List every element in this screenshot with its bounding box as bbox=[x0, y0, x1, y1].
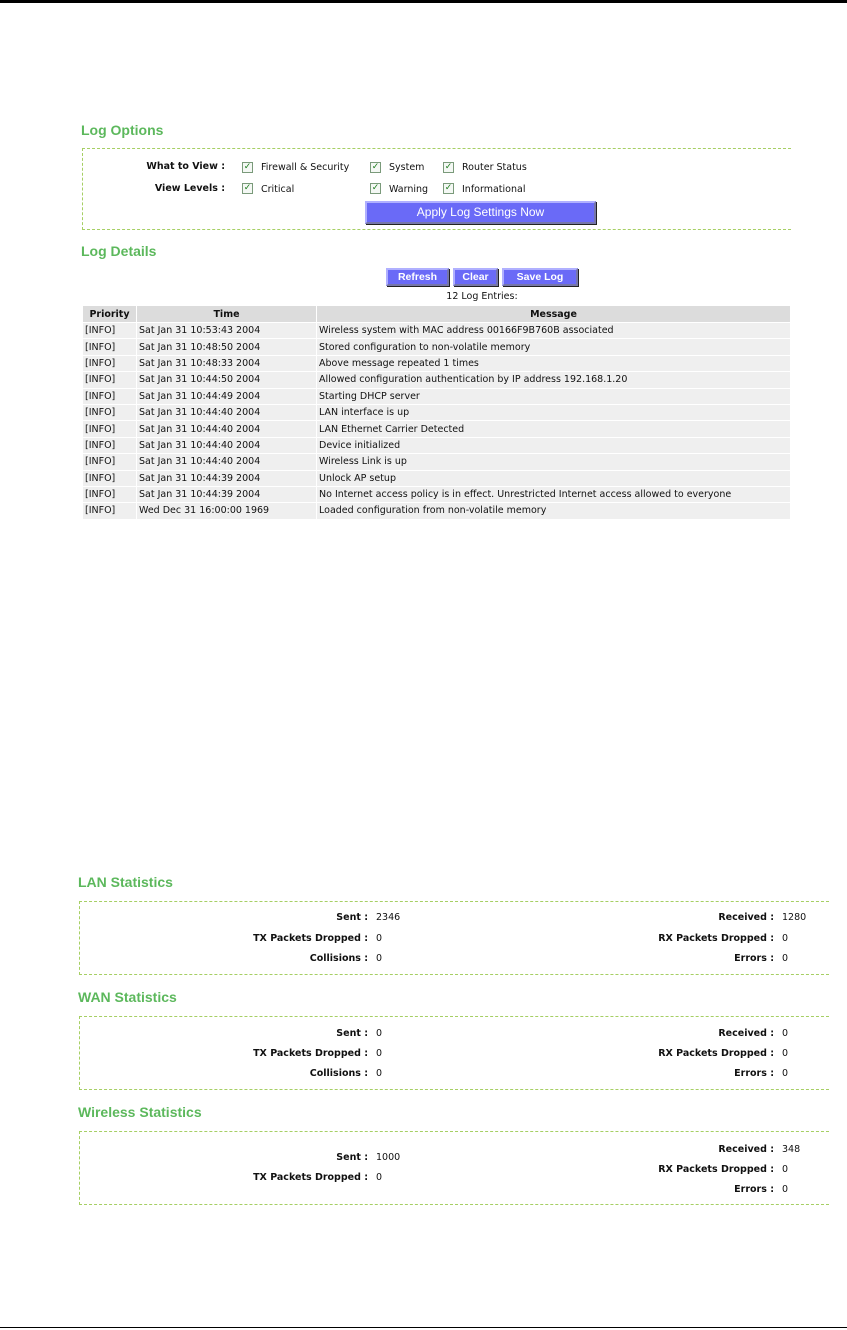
log-message: Above message repeated 1 times bbox=[317, 356, 790, 371]
checkbox-informational-label: Informational bbox=[462, 184, 526, 195]
log-message: Wireless system with MAC address 00166F9B760B associated bbox=[317, 323, 790, 338]
wan-sent-value: 0 bbox=[376, 1028, 383, 1039]
log-time: Sat Jan 31 10:44:40 2004 bbox=[137, 438, 316, 453]
what-to-view-label: What to View : bbox=[146, 161, 225, 172]
wireless-rx-dropped-value: 0 bbox=[782, 1164, 789, 1175]
lan-errors-value: 0 bbox=[782, 953, 789, 964]
wan-statistics-title: WAN Statistics bbox=[78, 989, 177, 1005]
log-time: Sat Jan 31 10:44:50 2004 bbox=[137, 372, 316, 387]
log-time: Sat Jan 31 10:53:43 2004 bbox=[137, 323, 316, 338]
log-time: Sat Jan 31 10:44:49 2004 bbox=[137, 389, 316, 404]
lan-received-value: 1280 bbox=[782, 912, 807, 923]
lan-statistics-title: LAN Statistics bbox=[78, 874, 173, 890]
column-priority: Priority bbox=[83, 306, 136, 322]
log-row bbox=[83, 389, 790, 404]
log-priority: [INFO] bbox=[83, 389, 136, 404]
lan-errors-label: Errors : bbox=[734, 953, 774, 964]
wireless-rx-dropped-label: RX Packets Dropped : bbox=[658, 1164, 774, 1175]
log-priority: [INFO] bbox=[83, 454, 136, 469]
log-time: Wed Dec 31 16:00:00 1969 bbox=[137, 503, 316, 518]
log-time: Sat Jan 31 10:44:40 2004 bbox=[137, 405, 316, 420]
log-row bbox=[83, 503, 790, 518]
log-time: Sat Jan 31 10:44:40 2004 bbox=[137, 421, 316, 436]
log-table-header bbox=[83, 306, 790, 322]
log-time: Sat Jan 31 10:44:39 2004 bbox=[137, 471, 316, 486]
log-message: Starting DHCP server bbox=[317, 389, 790, 404]
log-details-title: Log Details bbox=[81, 243, 157, 259]
log-row bbox=[83, 438, 790, 453]
log-priority: [INFO] bbox=[83, 339, 136, 354]
wan-collisions-value: 0 bbox=[376, 1068, 383, 1079]
wan-tx-dropped-label: TX Packets Dropped : bbox=[253, 1048, 368, 1059]
wan-received-label: Received : bbox=[718, 1028, 774, 1039]
log-row bbox=[83, 454, 790, 469]
checkbox-critical[interactable]: ✓ bbox=[243, 183, 252, 193]
wireless-sent-label: Sent : bbox=[336, 1152, 368, 1163]
wireless-errors-value: 0 bbox=[782, 1184, 789, 1195]
log-message: Loaded configuration from non-volatile memory bbox=[317, 503, 790, 518]
clear-button[interactable]: Clear bbox=[453, 268, 498, 286]
lan-tx-dropped-value: 0 bbox=[376, 933, 383, 944]
log-priority: [INFO] bbox=[83, 438, 136, 453]
lan-received-label: Received : bbox=[718, 912, 774, 923]
checkbox-firewall-security-label: Firewall & Security bbox=[261, 162, 350, 173]
checkbox-warning[interactable]: ✓ bbox=[371, 183, 380, 193]
checkbox-router-status-label: Router Status bbox=[462, 162, 527, 173]
checkbox-warning-label: Warning bbox=[389, 184, 429, 195]
wireless-sent-value: 1000 bbox=[376, 1152, 401, 1163]
wan-errors-value: 0 bbox=[782, 1068, 789, 1079]
checkbox-firewall-security[interactable]: ✓ bbox=[243, 162, 252, 172]
log-message: Unlock AP setup bbox=[317, 471, 790, 486]
wan-rx-dropped-label: RX Packets Dropped : bbox=[658, 1048, 774, 1059]
column-time: Time bbox=[137, 306, 316, 322]
log-priority: [INFO] bbox=[83, 372, 136, 387]
checkbox-system[interactable]: ✓ bbox=[371, 162, 380, 172]
log-row bbox=[83, 405, 790, 420]
wan-received-value: 0 bbox=[782, 1028, 789, 1039]
log-message: Device initialized bbox=[317, 438, 790, 453]
lan-rx-dropped-label: RX Packets Dropped : bbox=[658, 933, 774, 944]
wireless-tx-dropped-label: TX Packets Dropped : bbox=[253, 1172, 368, 1183]
wan-errors-label: Errors : bbox=[734, 1068, 774, 1079]
save-log-button[interactable]: Save Log bbox=[502, 268, 578, 286]
apply-log-settings-button[interactable]: Apply Log Settings Now bbox=[365, 201, 596, 224]
wan-sent-label: Sent : bbox=[336, 1028, 368, 1039]
lan-collisions-value: 0 bbox=[376, 953, 383, 964]
log-priority: [INFO] bbox=[83, 503, 136, 518]
log-message: Wireless Link is up bbox=[317, 454, 790, 469]
log-row bbox=[83, 421, 790, 436]
log-row bbox=[83, 356, 790, 371]
bottom-rule bbox=[0, 1327, 847, 1328]
checkbox-informational[interactable]: ✓ bbox=[444, 183, 453, 193]
log-priority: [INFO] bbox=[83, 421, 136, 436]
lan-collisions-label: Collisions : bbox=[309, 953, 368, 964]
log-message: No Internet access policy is in effect. Unrestricted Internet access allowed to everyone bbox=[317, 487, 790, 502]
wireless-received-value: 348 bbox=[782, 1144, 801, 1155]
log-message: LAN interface is up bbox=[317, 405, 790, 420]
log-priority: [INFO] bbox=[83, 487, 136, 502]
log-entry-count: 12 Log Entries: bbox=[446, 291, 518, 302]
wan-collisions-label: Collisions : bbox=[309, 1068, 368, 1079]
wan-tx-dropped-value: 0 bbox=[376, 1048, 383, 1059]
lan-tx-dropped-label: TX Packets Dropped : bbox=[253, 933, 368, 944]
wireless-received-label: Received : bbox=[718, 1144, 774, 1155]
log-message: LAN Ethernet Carrier Detected bbox=[317, 421, 790, 436]
log-row bbox=[83, 372, 790, 387]
lan-rx-dropped-value: 0 bbox=[782, 933, 789, 944]
log-time: Sat Jan 31 10:44:39 2004 bbox=[137, 487, 316, 502]
log-time: Sat Jan 31 10:48:50 2004 bbox=[137, 339, 316, 354]
wan-rx-dropped-value: 0 bbox=[782, 1048, 789, 1059]
refresh-button[interactable]: Refresh bbox=[386, 268, 449, 286]
checkbox-system-label: System bbox=[389, 162, 425, 173]
log-row bbox=[83, 323, 790, 338]
log-row bbox=[83, 471, 790, 486]
lan-sent-label: Sent : bbox=[336, 912, 368, 923]
top-rule bbox=[0, 0, 847, 3]
log-table bbox=[82, 305, 791, 520]
log-row bbox=[83, 487, 790, 502]
wireless-tx-dropped-value: 0 bbox=[376, 1172, 383, 1183]
log-row bbox=[83, 339, 790, 354]
log-priority: [INFO] bbox=[83, 323, 136, 338]
view-levels-label: View Levels : bbox=[154, 183, 225, 194]
checkbox-critical-label: Critical bbox=[261, 184, 295, 195]
log-message: Allowed configuration authentication by IP address 192.168.1.20 bbox=[317, 372, 790, 387]
log-message: Stored configuration to non-volatile memory bbox=[317, 339, 790, 354]
log-priority: [INFO] bbox=[83, 405, 136, 420]
log-priority: [INFO] bbox=[83, 471, 136, 486]
lan-sent-value: 2346 bbox=[376, 912, 401, 923]
log-priority: [INFO] bbox=[83, 356, 136, 371]
column-message: Message bbox=[317, 306, 790, 322]
wireless-errors-label: Errors : bbox=[734, 1184, 774, 1195]
log-time: Sat Jan 31 10:48:33 2004 bbox=[137, 356, 316, 371]
wireless-statistics-title: Wireless Statistics bbox=[78, 1104, 202, 1120]
checkbox-router-status[interactable]: ✓ bbox=[444, 162, 453, 172]
log-time: Sat Jan 31 10:44:40 2004 bbox=[137, 454, 316, 469]
log-options-title: Log Options bbox=[81, 122, 164, 138]
